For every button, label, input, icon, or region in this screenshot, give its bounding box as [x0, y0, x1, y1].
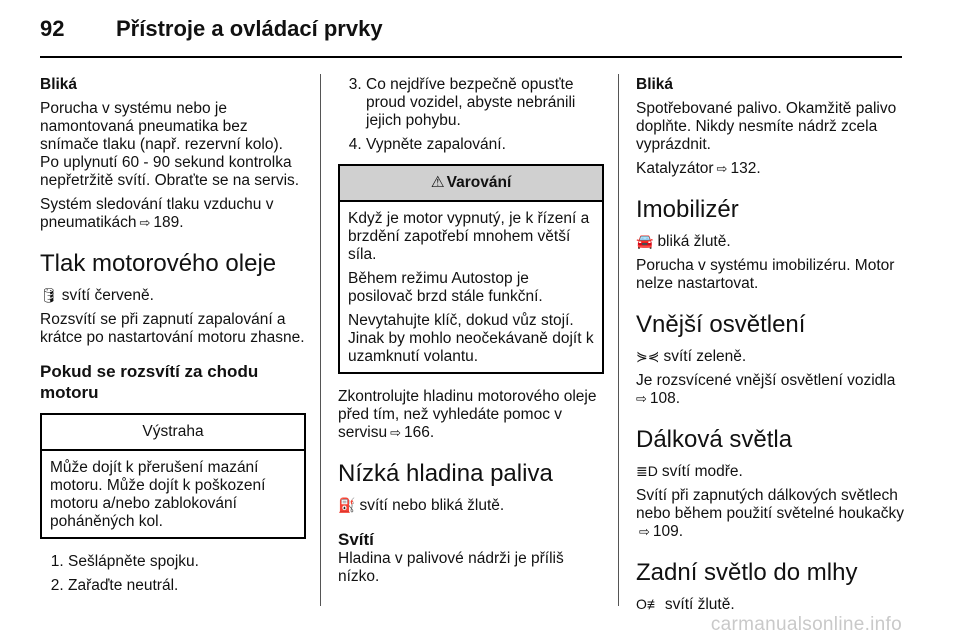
exterior-indicator-line: ⋟⋞ svítí zeleně. — [636, 348, 747, 365]
catalyst-reference: Katalyzátor ⇨ 132. — [636, 160, 761, 177]
warning-text: Když je motor vypnutý, je k řízení a brzdění zapotřebí mnohem větší síla. — [348, 210, 590, 263]
subheading-sviti: Svítí — [338, 530, 374, 549]
column-left — [40, 76, 306, 601]
section-heading-immobilizer: Imobilizér — [636, 196, 739, 223]
column-divider — [320, 74, 321, 606]
blika-heading: Bliká — [636, 76, 674, 93]
fuel-pump-icon: ⛽ — [338, 497, 356, 513]
steps-list-continued — [338, 76, 604, 154]
page-ref-link[interactable]: 108. — [649, 390, 681, 407]
caution-text: Může dojít k přerušení mazání motoru. Může dojít k poškození motoru a/nebo zablokování poháněných kol. — [50, 459, 266, 530]
list-item: 2. Zařaďte neutrál. — [68, 577, 306, 595]
section-heading-high-beam: Dálková světla — [636, 426, 793, 453]
page-ref-link[interactable]: 189. — [153, 214, 184, 231]
column-middle — [338, 76, 604, 592]
page-ref-arrow-icon: ⇨ — [639, 524, 650, 539]
section-heading-rear-fog: Zadní světlo do mlhy — [636, 559, 858, 586]
page-number: 92 — [40, 16, 65, 41]
blika-text: Spotřebované palivo. Okamžitě palivo doplňte. Nikdy nesmíte nádrž zcela vyprázdnit. — [636, 100, 897, 153]
oil-can-icon: 🛢 — [40, 287, 58, 303]
car-key-icon: 🚘 — [636, 233, 654, 249]
caution-title: Výstraha — [42, 415, 304, 451]
section-heading-fuel: Nízká hladina paliva — [338, 460, 553, 487]
watermark: carmanualsonline.info — [710, 614, 902, 635]
caution-box — [40, 413, 306, 539]
list-item: 4. Vypněte zapalování. — [366, 136, 604, 154]
page-ref-arrow-icon: ⇨ — [716, 161, 728, 176]
warning-body — [340, 202, 602, 372]
immobilizer-indicator-line: 🚘 bliká žlutě. — [636, 233, 731, 250]
warning-box — [338, 164, 604, 374]
warning-title: ⚠ Varování — [340, 166, 602, 202]
oil-text: Rozsvítí se při zapnutí zapalování a krátce po nastartování motoru zhasne. — [40, 311, 305, 346]
list-item: 1. Sešlápněte spojku. — [68, 553, 306, 571]
steps-list — [40, 553, 306, 595]
page-ref-arrow-icon: ⇨ — [139, 215, 151, 230]
blika-text: Porucha v systému nebo je namontovaná pneumatika bez snímače tlaku (např. rezervní kolo). Po uplynutí 60 - 90 sekund kontrolka nepřetržitě svítí. Obraťte se na servis. — [40, 100, 300, 189]
page-ref-link[interactable]: 132. — [730, 160, 761, 177]
section-heading-exterior-lights: Vnější osvětlení — [636, 311, 806, 338]
page-ref-link[interactable]: 109. — [652, 523, 684, 540]
column-divider — [618, 74, 619, 606]
oil-indicator-line: 🛢 svítí červeně. — [40, 287, 154, 304]
rear-fog-light-icon: O≢ — [636, 596, 661, 612]
page-title: Přístroje a ovládací prvky — [116, 16, 383, 41]
side-lights-icon: ⋟⋞ — [636, 348, 660, 364]
warning-triangle-icon: ⚠ — [430, 174, 445, 191]
immobilizer-text: Porucha v systému imobilizéru. Motor nelze nastartovat. — [636, 257, 895, 292]
high-beam-indicator-line: ≣D svítí modře. — [636, 463, 743, 480]
page-ref-arrow-icon: ⇨ — [390, 425, 402, 440]
fuel-indicator-line: ⛽ svítí nebo bliká žlutě. — [338, 497, 505, 514]
sviti-text: Hladina v palivové nádrži je příliš nízko. — [338, 550, 564, 585]
section-heading-oil: Tlak motorového oleje — [40, 250, 277, 277]
warning-text: Nevytahujte klíč, dokud vůz stojí. Jinak by mohlo neočekávaně dojít k uzamknutí volantu. — [348, 312, 594, 365]
column-right — [636, 76, 914, 620]
exterior-text: Je rozsvícené vnější osvětlení vozidla ⇨ 108. — [636, 372, 896, 407]
blika-heading: Bliká — [40, 76, 78, 93]
page-ref-arrow-icon: ⇨ — [636, 391, 647, 406]
page-ref-link[interactable]: 166. — [404, 424, 435, 441]
page-header — [40, 14, 902, 48]
subheading-running: Pokud se rozsvítí za chodu motoru — [40, 362, 259, 402]
high-beam-text: Svítí při zapnutých dálkových světlech nebo během použití světelné houkačky⇨ 109. — [636, 487, 904, 540]
tpms-reference: Systém sledování tlaku vzduchu v pneumatikách ⇨ 189. — [40, 196, 274, 231]
warning-text: Během režimu Autostop je posilovač brzd stále funkční. — [348, 270, 543, 305]
rear-fog-indicator-line: O≢ svítí žlutě. — [636, 596, 735, 613]
header-rule — [40, 56, 902, 58]
list-item: 3. Co nejdříve bezpečně opusťte proud vozidel, abyste nebránili jejich pohybu. — [366, 76, 604, 130]
high-beam-icon: ≣D — [636, 463, 658, 479]
check-oil-text: Zkontrolujte hladinu motorového oleje před tím, než vyhledáte pomoc v servisu ⇨ 166. — [338, 388, 597, 441]
